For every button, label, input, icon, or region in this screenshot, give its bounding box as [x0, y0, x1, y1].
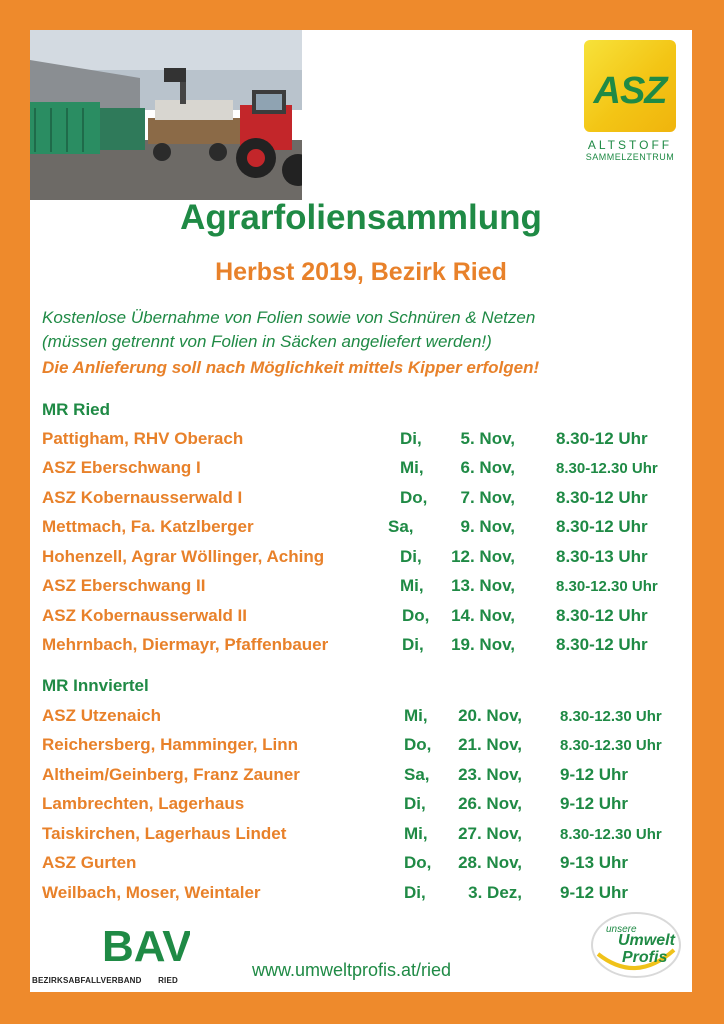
date: 7. Nov, [460, 488, 515, 507]
website-link[interactable]: www.umweltprofis.at/ried [252, 960, 452, 980]
time: 9-12 Uhr [560, 883, 629, 902]
time: 9-12 Uhr [560, 794, 629, 813]
date: 5. Nov, [460, 429, 515, 448]
time: 9-12 Uhr [560, 765, 629, 784]
intro-text [42, 306, 682, 354]
weekday: Mi, [400, 576, 424, 595]
weekday: Di, [400, 547, 422, 566]
schedule-row [30, 794, 692, 818]
date: 9. Nov, [460, 517, 515, 536]
bav-logo-mark: BAV [102, 922, 190, 971]
schedule-row [30, 517, 692, 541]
date: 13. Nov, [451, 576, 515, 595]
location: ASZ Kobernausserwald II [42, 606, 247, 625]
weekday: Do, [400, 488, 428, 507]
time: 8.30-12.30 Uhr [556, 578, 658, 595]
date: 28. Nov, [458, 853, 522, 872]
weekday: Mi, [400, 458, 424, 477]
time: 8.30-12.30 Uhr [560, 708, 662, 725]
schedule-row [30, 606, 692, 630]
location: ASZ Utzenaich [42, 706, 162, 725]
location: Weilbach, Moser, Weintaler [42, 883, 261, 902]
schedule-row [30, 488, 692, 512]
asz-logo-word-altstoff: ALTSTOFF [587, 138, 673, 152]
schedule-row [30, 706, 692, 730]
time: 8.30-12.30 Uhr [556, 460, 658, 477]
page-subtitle: Herbst 2019, Bezirk Ried [215, 258, 507, 286]
weekday: Di, [400, 429, 422, 448]
time: 8.30-12 Uhr [556, 635, 648, 654]
date: 23. Nov, [458, 765, 522, 784]
bav-logo [100, 915, 190, 971]
bav-logo-region: RIED [158, 976, 178, 985]
location: ASZ Eberschwang I [42, 458, 201, 477]
delivery-note: Die Anlieferung soll nach Möglichkeit mittels Kipper erfolgen! [42, 358, 540, 377]
schedule-row [30, 635, 692, 659]
location: Mettmach, Fa. Katzlberger [42, 517, 254, 536]
date: 27. Nov, [458, 824, 522, 843]
weekday: Di, [404, 794, 426, 813]
location: Taiskirchen, Lagerhaus Lindet [42, 824, 287, 843]
date: 14. Nov, [451, 606, 515, 625]
asz-logo [584, 40, 676, 132]
umweltprofis-word1: Umwelt [618, 932, 675, 949]
weekday: Di, [402, 635, 424, 654]
bav-logo-text [32, 976, 178, 985]
date: 12. Nov, [451, 547, 515, 566]
bav-logo-name: BEZIRKSABFALLVERBAND [32, 976, 142, 985]
location: Pattigham, RHV Oberach [42, 429, 244, 448]
intro-line-2: (müssen getrennt von Folien in Säcken angeliefert werden!) [42, 332, 492, 351]
tractor-photo [30, 30, 302, 200]
section-heading-mr-innviertel: MR Innviertel [42, 676, 149, 695]
schedule-row [30, 853, 692, 877]
asz-logo-mark: ASZ [593, 70, 667, 112]
weekday: Sa, [404, 765, 430, 784]
location: ASZ Gurten [42, 853, 137, 872]
time: 8.30-12 Uhr [556, 429, 648, 448]
schedule-row [30, 765, 692, 789]
schedule-row [30, 735, 692, 759]
umweltprofis-word2: Profis [622, 949, 668, 966]
time: 8.30-12 Uhr [556, 517, 648, 536]
date: 6. Nov, [460, 458, 515, 477]
location: Hohenzell, Agrar Wöllinger, Aching [42, 547, 325, 566]
schedule-row [30, 883, 692, 907]
schedule-row [30, 458, 692, 482]
schedule-row [30, 824, 692, 848]
page-title: Agrarfoliensammlung [180, 198, 542, 237]
location: Lambrechten, Lagerhaus [42, 794, 245, 813]
time: 8.30-12.30 Uhr [560, 826, 662, 843]
asz-logo-word-sammelzentrum: SAMMELZENTRUM [585, 152, 675, 162]
schedule-row [30, 429, 692, 453]
location: Mehrnbach, Diermayr, Pfaffenbauer [42, 635, 329, 654]
schedule-row [30, 576, 692, 600]
weekday: Sa, [388, 517, 414, 536]
weekday: Mi, [404, 706, 428, 725]
time: 8.30-12 Uhr [556, 488, 648, 507]
weekday: Do, [404, 735, 432, 754]
location: ASZ Kobernausserwald I [42, 488, 243, 507]
location: Altheim/Geinberg, Franz Zauner [42, 765, 300, 784]
intro-line-1: Kostenlose Übernahme von Folien sowie von Schnüren & Netzen [42, 308, 536, 327]
time: 8.30-13 Uhr [556, 547, 648, 566]
time: 8.30-12 Uhr [556, 606, 648, 625]
date: 20. Nov, [458, 706, 522, 725]
section-heading-mr-ried: MR Ried [42, 400, 110, 419]
date: 19. Nov, [451, 635, 515, 654]
schedule-row [30, 547, 692, 571]
weekday: Mi, [404, 824, 428, 843]
weekday: Do, [402, 606, 430, 625]
location: ASZ Eberschwang II [42, 576, 206, 595]
time: 8.30-12.30 Uhr [560, 737, 662, 754]
poster [30, 30, 692, 992]
time: 9-13 Uhr [560, 853, 629, 872]
location: Reichersberg, Hamminger, Linn [42, 735, 299, 754]
date: 26. Nov, [458, 794, 522, 813]
umweltprofis-small: unsere [606, 924, 637, 935]
date: 3. Dez, [468, 883, 522, 902]
date: 21. Nov, [458, 735, 522, 754]
umweltprofis-logo [590, 910, 682, 980]
weekday: Di, [404, 883, 426, 902]
weekday: Do, [404, 853, 432, 872]
